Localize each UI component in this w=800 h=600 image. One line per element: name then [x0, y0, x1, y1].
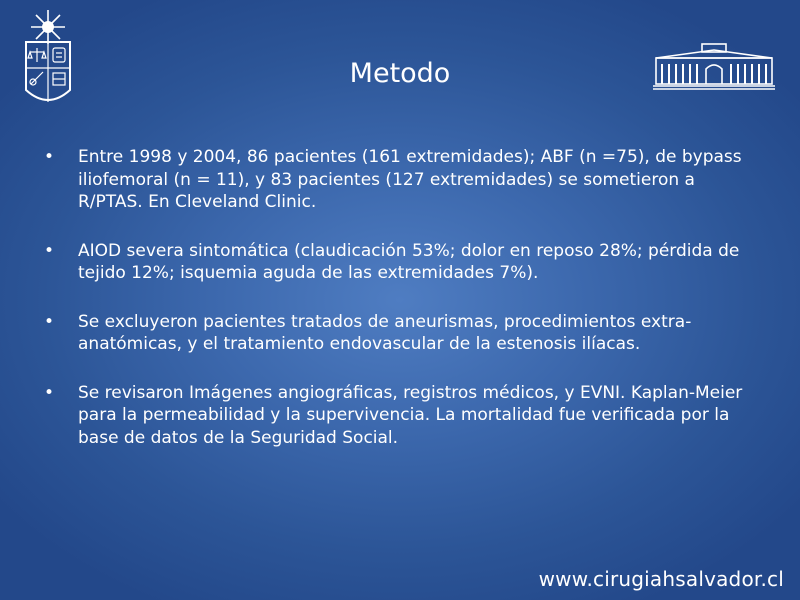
slide-title: Metodo [349, 58, 451, 89]
bullet-text: Se excluyeron pacientes tratados de aneurismas, procedimientos extra-anatómicas, y el tratamiento endovascular de la estenosis ilíacas. [78, 311, 692, 354]
bullet-text: Se revisaron Imágenes angiográficas, registros médicos, y EVNI. Kaplan-Meier para la permeabilidad y la supervivencia. La mortalidad fue verificada por la base de datos de la Seguridad Social. [78, 382, 743, 448]
bullet-dot: • [44, 147, 55, 167]
bullet-item [44, 146, 764, 214]
bullet-text: Entre 1998 y 2004, 86 pacientes (161 extremidades); ABF (n =75), de bypass iliofemoral (n = 11), y 83 pacientes (127 extremidades) se sometieron a R/PTAS. En Cleveland Clinic. [78, 147, 742, 212]
footer-url: www.cirugiahsalvador.cl [538, 567, 784, 591]
bullet-dot: • [44, 311, 55, 332]
bullet-item [44, 382, 764, 450]
bullet-text: AIOD severa sintomática (claudicación 53%; dolor en reposo 28%; pérdida de tejido 12%; isquemia aguda de las extremidades 7%). [78, 240, 740, 283]
bullet-item [44, 311, 764, 356]
bullet-dot: • [44, 240, 55, 261]
bullet-item [44, 240, 764, 285]
bullet-list [44, 146, 764, 475]
bullet-dot: • [44, 382, 55, 403]
